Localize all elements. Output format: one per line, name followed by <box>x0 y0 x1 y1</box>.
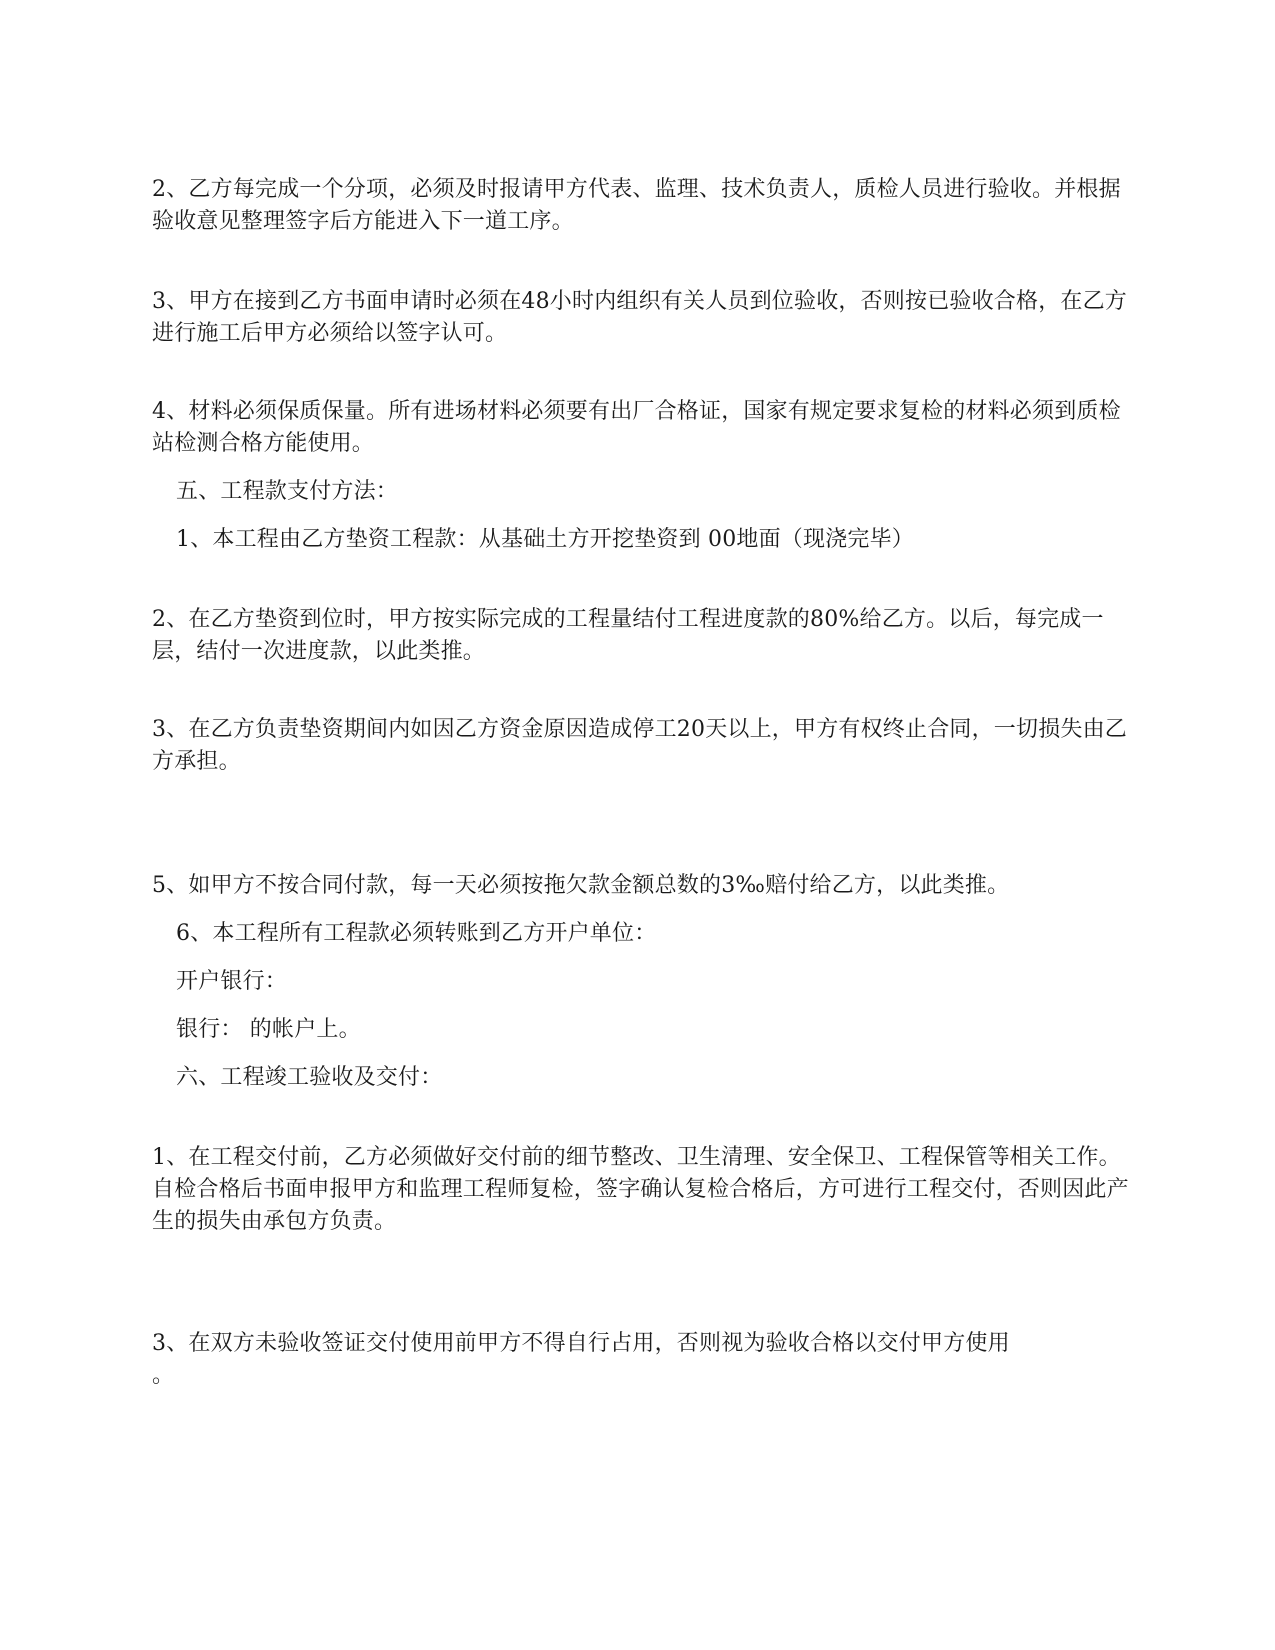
clause-4-materials: 4、材料必须保质保量。所有进场材料必须要有出厂合格证，国家有规定要求复检的材料必须到质检站检测合格方能使用。 <box>152 399 1121 456</box>
payment-clause-6: 6、本工程所有工程款必须转账到乙方开户单位： <box>176 921 657 946</box>
bank-account-line: 银行： 的帐户上。 <box>176 1017 361 1042</box>
clause-3-acceptance: 3、甲方在接到乙方书面申请时必须在48小时内组织有关人员到位验收，否则按已验收合格，在乙方进行施工后甲方必须给以签字认可。 <box>152 289 1127 346</box>
handover-clause-3: 3、在双方未验收签证交付使用前甲方不得自行占用，否则视为验收合格以交付甲方使用 <box>152 1331 1010 1356</box>
payment-clause-5: 5、如甲方不按合同付款，每一天必须按拖欠款金额总数的3‰赔付给乙方，以此类推。 <box>152 873 1010 898</box>
payment-clause-1: 1、本工程由乙方垫资工程款：从基础土方开挖垫资到 00地面（现浇完毕） <box>176 527 914 552</box>
section-6-heading: 六、工程竣工验收及交付： <box>176 1065 443 1090</box>
section-5-heading: 五、工程款支付方法： <box>176 479 399 504</box>
bank-name-line: 开户银行： <box>176 969 288 994</box>
payment-clause-2: 2、在乙方垫资到位时，甲方按实际完成的工程量结付工程进度款的80%给乙方。以后，每完成一层，结付一次进度款，以此类推。 <box>152 607 1104 664</box>
payment-clause-3: 3、在乙方负责垫资期间内如因乙方资金原因造成停工20天以上，甲方有权终止合同，一切损失由乙方承担。 <box>152 717 1127 774</box>
clause-2-inspection: 2、乙方每完成一个分项，必须及时报请甲方代表、监理、技术负责人，质检人员进行验收。并根据验收意见整理签字后方能进入下一道工序。 <box>152 177 1121 234</box>
handover-clause-3-end: 。 <box>152 1363 175 1388</box>
handover-clause-1: 1、在工程交付前，乙方必须做好交付前的细节整改、卫生清理、安全保卫、工程保管等相关工作。自检合格后书面申报甲方和监理工程师复检，签字确认复检合格后，方可进行工程交付，否则因此产生的损失由承包方负责。 <box>152 1145 1129 1234</box>
